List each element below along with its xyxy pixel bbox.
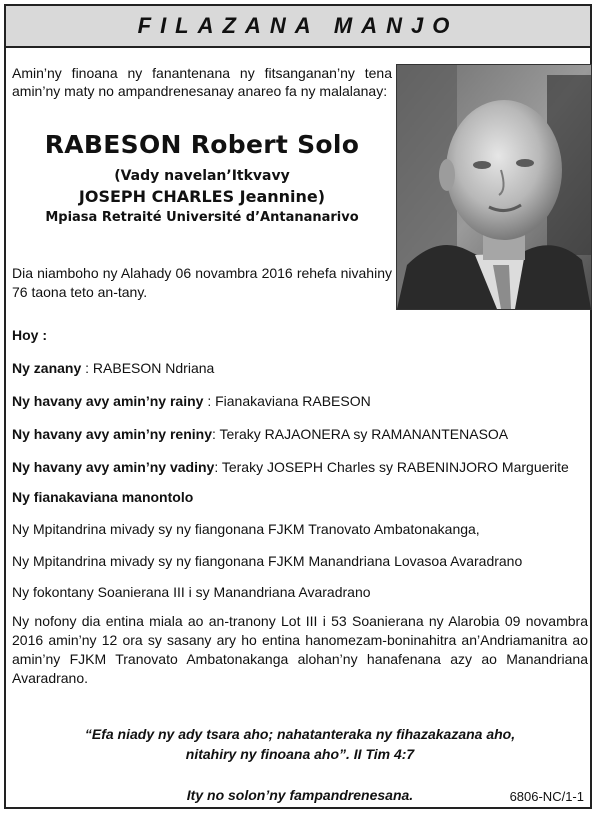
mourner-sep: : <box>81 360 93 376</box>
mourner-sep: : <box>203 393 216 409</box>
burial-details: Ny nofony dia entina miala ao an-tranony Lot III i 53 Soanierana ny Alarobia 09 novambra 2016 amin’ny 12 ora sy sasany ary ho entina hanomezam-boninahitra an’Andriamanitra ao amin’ny FJKM Tranovato Ambatonakanga alohan’ny hanafenana azy ao Manandriana Avaradrano. <box>12 613 588 686</box>
mourner-row <box>12 359 588 377</box>
spouse-line: (Vady navelan’Itkvavy <box>114 168 290 184</box>
mourner-value: Teraky JOSEPH Charles sy RABENINJORO Marguerite <box>221 459 569 475</box>
notice-title: FILAZANA MANJO <box>137 13 459 38</box>
mourner-label: Ny havany avy amin’ny vadiny <box>12 459 215 475</box>
mourner-label: Ny zanany <box>12 360 82 376</box>
obituary-notice <box>4 4 592 809</box>
mourner-value: RABESON Ndriana <box>92 360 215 376</box>
portrait-image <box>397 65 591 309</box>
other-mourner: Ny fokontany Soanierana III i sy Manandriana Avaradrano <box>12 584 371 600</box>
mourner-label: Ny havany avy amin’ny rainy <box>12 393 204 409</box>
family-all-text: Ny fianakaviana manontolo <box>12 489 194 505</box>
mourner-row <box>12 458 588 476</box>
notice-header <box>6 6 590 48</box>
intro-text: Amin’ny finoana ny fanantenana ny fitsanganan’ny tena amin’ny maty no ampandrenesanay anareo fa ny malalanay: <box>12 65 392 99</box>
deceased-portrait <box>396 64 592 310</box>
other-mourner: Ny Mpitandrina mivady sy ny fiangonana FJKM Tranovato Ambatonakanga, <box>12 521 480 537</box>
mourner-row <box>12 392 588 410</box>
mourner-sep: : <box>214 459 222 475</box>
death-announcement: Dia niamboho ny Alahady 06 novambra 2016 rehefa nivahiny 76 taona teto an-tany. <box>12 265 392 300</box>
mourner-value: Teraky RAJAONERA sy RAMANANTENASOA <box>219 426 509 442</box>
mourner-row <box>12 425 588 443</box>
bible-verse <box>12 724 588 764</box>
spouse-name: JOSEPH CHARLES Jeannine) <box>78 187 326 206</box>
verse-line: nitahiry ny finoana aho”. II Tim 4:7 <box>185 746 415 762</box>
verse-line: “Efa niady ny ady tsara aho; nahatanteraka ny fihazakazana aho, <box>84 726 516 742</box>
mourner-value: Fianakaviana RABESON <box>215 393 371 409</box>
closing-line: Ity no solon’ny fampandrenesana. <box>186 787 414 803</box>
hoy-text: Hoy : <box>12 327 47 343</box>
hoy-label <box>12 326 588 344</box>
reference-number: 6806-NC/1-1 <box>509 789 584 804</box>
deceased-block <box>12 128 392 228</box>
family-all <box>12 488 588 506</box>
mourner-label: Ny havany avy amin’ny reniny <box>12 426 212 442</box>
deceased-name: RABESON Robert Solo <box>44 130 360 159</box>
occupation: Mpiasa Retraité Université d’Antananarivo <box>45 210 359 225</box>
other-mourner: Ny Mpitandrina mivady sy ny fiangonana FJKM Manandriana Lovasoa Avaradrano <box>12 553 523 569</box>
mourner-sep: : <box>211 426 220 442</box>
